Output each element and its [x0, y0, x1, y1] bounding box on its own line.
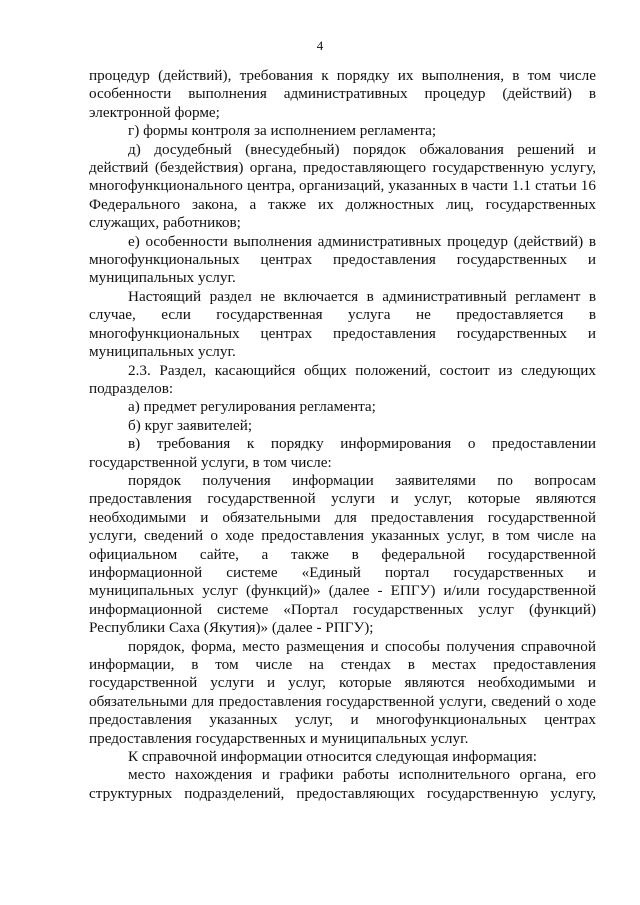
paragraph: е) особенности выполнения административных процедур (действий) в многофункциональных центрах предоставления государственных и муниципальных услуг. [89, 232, 596, 287]
paragraph: д) досудебный (внесудебный) порядок обжалования решений и действий (бездействия) органа, предоставляющего государственную услугу, многофункционального центра, организаций, указанных в части 1.1 статьи 16 Федерального закона, а также их должностных лиц, государственных служащих, работников; [89, 140, 596, 232]
document-body [89, 67, 596, 803]
paragraph: порядок получения информации заявителями по вопросам предоставления государственной услуги и услуг, которые являются необходимыми и обязательными для предоставления государственной услуги, сведений о ходе предоставления указанных услуг, в том числе на официальном сайте, а также в федеральной государственной информационной системе «Единый портал государственных и муниципальных услуг (функций)» (далее - ЕПГУ) и/или государственной информационной системе «Портал государственных услуг (функций) Республики Саха (Якутия)» (далее - РПГУ); [89, 471, 596, 637]
paragraph: а) предмет регулирования регламента; [128, 398, 376, 416]
paragraph: г) формы контроля за исполнением регламента; [128, 122, 437, 140]
page-number: 4 [316, 38, 324, 53]
paragraph: б) круг заявителей; [128, 416, 253, 434]
paragraph: процедур (действий), требования к порядку их выполнения, в том числе особенности выполнения административных процедур (действий) в электронной форме; [89, 67, 596, 121]
paragraph: К справочной информации относится следующая информация: [128, 748, 538, 766]
paragraph: в) требования к порядку информирования о предоставлении государственной услуги, в том числе: [89, 435, 596, 471]
paragraph: 2.3. Раздел, касающийся общих положений, состоит из следующих подразделов: [89, 361, 596, 397]
paragraph: место нахождения и графики работы исполнительного органа, его структурных подразделений, предоставляющих государственную услугу, [89, 766, 596, 802]
paragraph: Настоящий раздел не включается в административный регламент в случае, если государственная услуга не предоставляется в многофункциональных центрах предоставления государственных и муниципальных услуг. [89, 287, 596, 361]
paragraph: порядок, форма, место размещения и способы получения справочной информации, в том числе на стендах в местах предоставления государственной услуги и услуг, которые являются необходимыми и обязательными для предоставления государственной услуги, сведений о ходе предоставления указанных услуг, и многофункциональных центрах предоставления государственных и муниципальных услуг. [89, 637, 596, 747]
